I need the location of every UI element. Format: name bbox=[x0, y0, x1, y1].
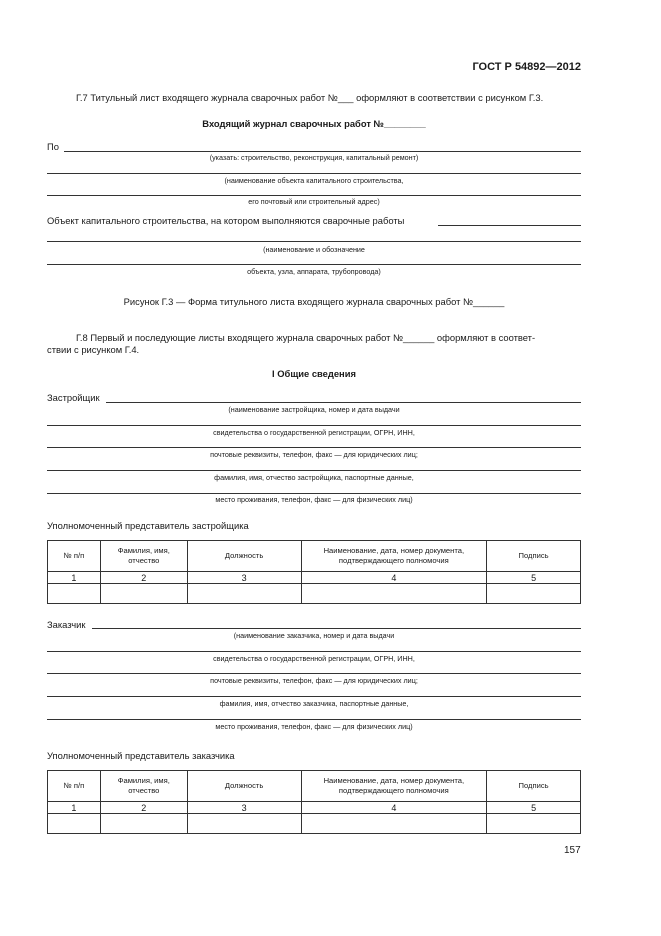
col-index: 4 bbox=[301, 572, 487, 584]
object-line-short[interactable] bbox=[438, 225, 581, 226]
col-index: 5 bbox=[487, 572, 581, 584]
col-index: 4 bbox=[301, 802, 487, 814]
hint-object-name: (наименование объекта капитального строительства, bbox=[224, 176, 404, 185]
col-index: 1 bbox=[48, 802, 101, 814]
developer-line-3[interactable] bbox=[47, 447, 581, 448]
col-signature-header: Подпись bbox=[487, 541, 581, 572]
table-header-row bbox=[48, 541, 581, 572]
developer-rep-table bbox=[47, 540, 581, 604]
col-signature-header: Подпись bbox=[487, 771, 581, 802]
col-index: 2 bbox=[100, 572, 187, 584]
developer-hint-3: почтовые реквизиты, телефон, факс — для юридических лиц; bbox=[210, 450, 418, 459]
customer-line-5[interactable] bbox=[47, 719, 581, 720]
col-index: 3 bbox=[187, 802, 301, 814]
hint-address: его почтовый или строительный адрес) bbox=[248, 197, 380, 206]
hint-node: объекта, узла, аппарата, трубопровода) bbox=[247, 267, 381, 276]
customer-line-4[interactable] bbox=[47, 696, 581, 697]
table-cell[interactable] bbox=[301, 814, 487, 834]
table-cell[interactable] bbox=[48, 814, 101, 834]
customer-hint-5: место проживания, телефон, факс — для физических лиц) bbox=[215, 722, 413, 731]
customer-label: Заказчик bbox=[47, 619, 86, 630]
col-position-header: Должность bbox=[187, 771, 301, 802]
developer-line-4[interactable] bbox=[47, 470, 581, 471]
paragraph-g7: Г.7 Титульный лист входящего журнала сварочных работ №___ оформляют в соответствии с рисунком Г.3. bbox=[76, 92, 544, 103]
customer-line-3[interactable] bbox=[47, 673, 581, 674]
developer-hint-4: фамилия, имя, отчество застройщика, паспортные данные, bbox=[214, 473, 414, 482]
form-title: Входящий журнал сварочных работ №________ bbox=[202, 118, 426, 129]
customer-hint-1: (наименование заказчика, номер и дата выдачи bbox=[233, 631, 395, 640]
developer-line-5[interactable] bbox=[47, 493, 581, 494]
object-node-line[interactable] bbox=[47, 264, 581, 265]
col-name-header: Фамилия, имя, отчество bbox=[100, 771, 187, 802]
table-cell[interactable] bbox=[187, 814, 301, 834]
col-position-header: Должность bbox=[187, 541, 301, 572]
table-cell[interactable] bbox=[487, 814, 581, 834]
table-cell[interactable] bbox=[301, 584, 487, 604]
document-id: ГОСТ Р 54892—2012 bbox=[472, 61, 581, 73]
col-index: 3 bbox=[187, 572, 301, 584]
developer-label: Застройщик bbox=[47, 392, 100, 403]
hint-designation: (наименование и обозначение bbox=[263, 245, 365, 254]
col-number-header: № п/п bbox=[48, 541, 101, 572]
col-number-header: № п/п bbox=[48, 771, 101, 802]
developer-hint-2: свидетельства о государственной регистрации, ОГРН, ИНН, bbox=[213, 428, 415, 437]
table-cell[interactable] bbox=[100, 584, 187, 604]
table-header-row bbox=[48, 771, 581, 802]
table-row[interactable] bbox=[48, 584, 581, 604]
hint-construction-type: (указать: строительство, реконструкция, капитальный ремонт) bbox=[209, 153, 419, 162]
page-number: 157 bbox=[564, 845, 581, 856]
table-cell[interactable] bbox=[48, 584, 101, 604]
object-label: Объект капитального строительства, на котором выполняются сварочные работы bbox=[47, 215, 405, 226]
customer-rep-table bbox=[47, 770, 581, 834]
figure-caption: Рисунок Г.3 — Форма титульного листа входящего журнала сварочных работ №______ bbox=[123, 296, 505, 307]
table-cell[interactable] bbox=[100, 814, 187, 834]
developer-hint-1: (наименование застройщика, номер и дата выдачи bbox=[228, 405, 400, 414]
col-name-header: Фамилия, имя, отчество bbox=[100, 541, 187, 572]
table-number-row bbox=[48, 802, 581, 814]
customer-line-1[interactable] bbox=[92, 628, 581, 629]
object-name-line[interactable] bbox=[47, 173, 581, 174]
po-line[interactable] bbox=[64, 151, 581, 152]
table-row[interactable] bbox=[48, 814, 581, 834]
developer-line-2[interactable] bbox=[47, 425, 581, 426]
developer-line-1[interactable] bbox=[106, 402, 581, 403]
section-title: I Общие сведения bbox=[272, 368, 356, 379]
customer-hint-2: свидетельства о государственной регистрации, ОГРН, ИНН, bbox=[213, 654, 415, 663]
customer-hint-3: почтовые реквизиты, телефон, факс — для юридических лиц; bbox=[210, 676, 418, 685]
developer-hint-5: место проживания, телефон, факс — для физических лиц) bbox=[215, 495, 413, 504]
col-document-header: Наименование, дата, номер документа, подтверждающего полномочия bbox=[301, 771, 487, 802]
object-designation-line[interactable] bbox=[47, 241, 581, 242]
developer-rep-title: Уполномоченный представитель застройщика bbox=[47, 520, 249, 531]
table-number-row bbox=[48, 572, 581, 584]
table-cell[interactable] bbox=[187, 584, 301, 604]
customer-line-2[interactable] bbox=[47, 651, 581, 652]
col-index: 5 bbox=[487, 802, 581, 814]
table-cell[interactable] bbox=[487, 584, 581, 604]
address-line[interactable] bbox=[47, 195, 581, 196]
col-document-header: Наименование, дата, номер документа, подтверждающего полномочия bbox=[301, 541, 487, 572]
paragraph-g8-line1: Г.8 Первый и последующие листы входящего журнала сварочных работ №______ оформляют в соответ- bbox=[76, 332, 536, 343]
col-index: 2 bbox=[100, 802, 187, 814]
po-label: По bbox=[47, 141, 59, 152]
customer-hint-4: фамилия, имя, отчество заказчика, паспортные данные, bbox=[219, 699, 409, 708]
customer-rep-title: Уполномоченный представитель заказчика bbox=[47, 750, 235, 761]
col-index: 1 bbox=[48, 572, 101, 584]
paragraph-g8-line2: ствии с рисунком Г.4. bbox=[47, 344, 140, 355]
